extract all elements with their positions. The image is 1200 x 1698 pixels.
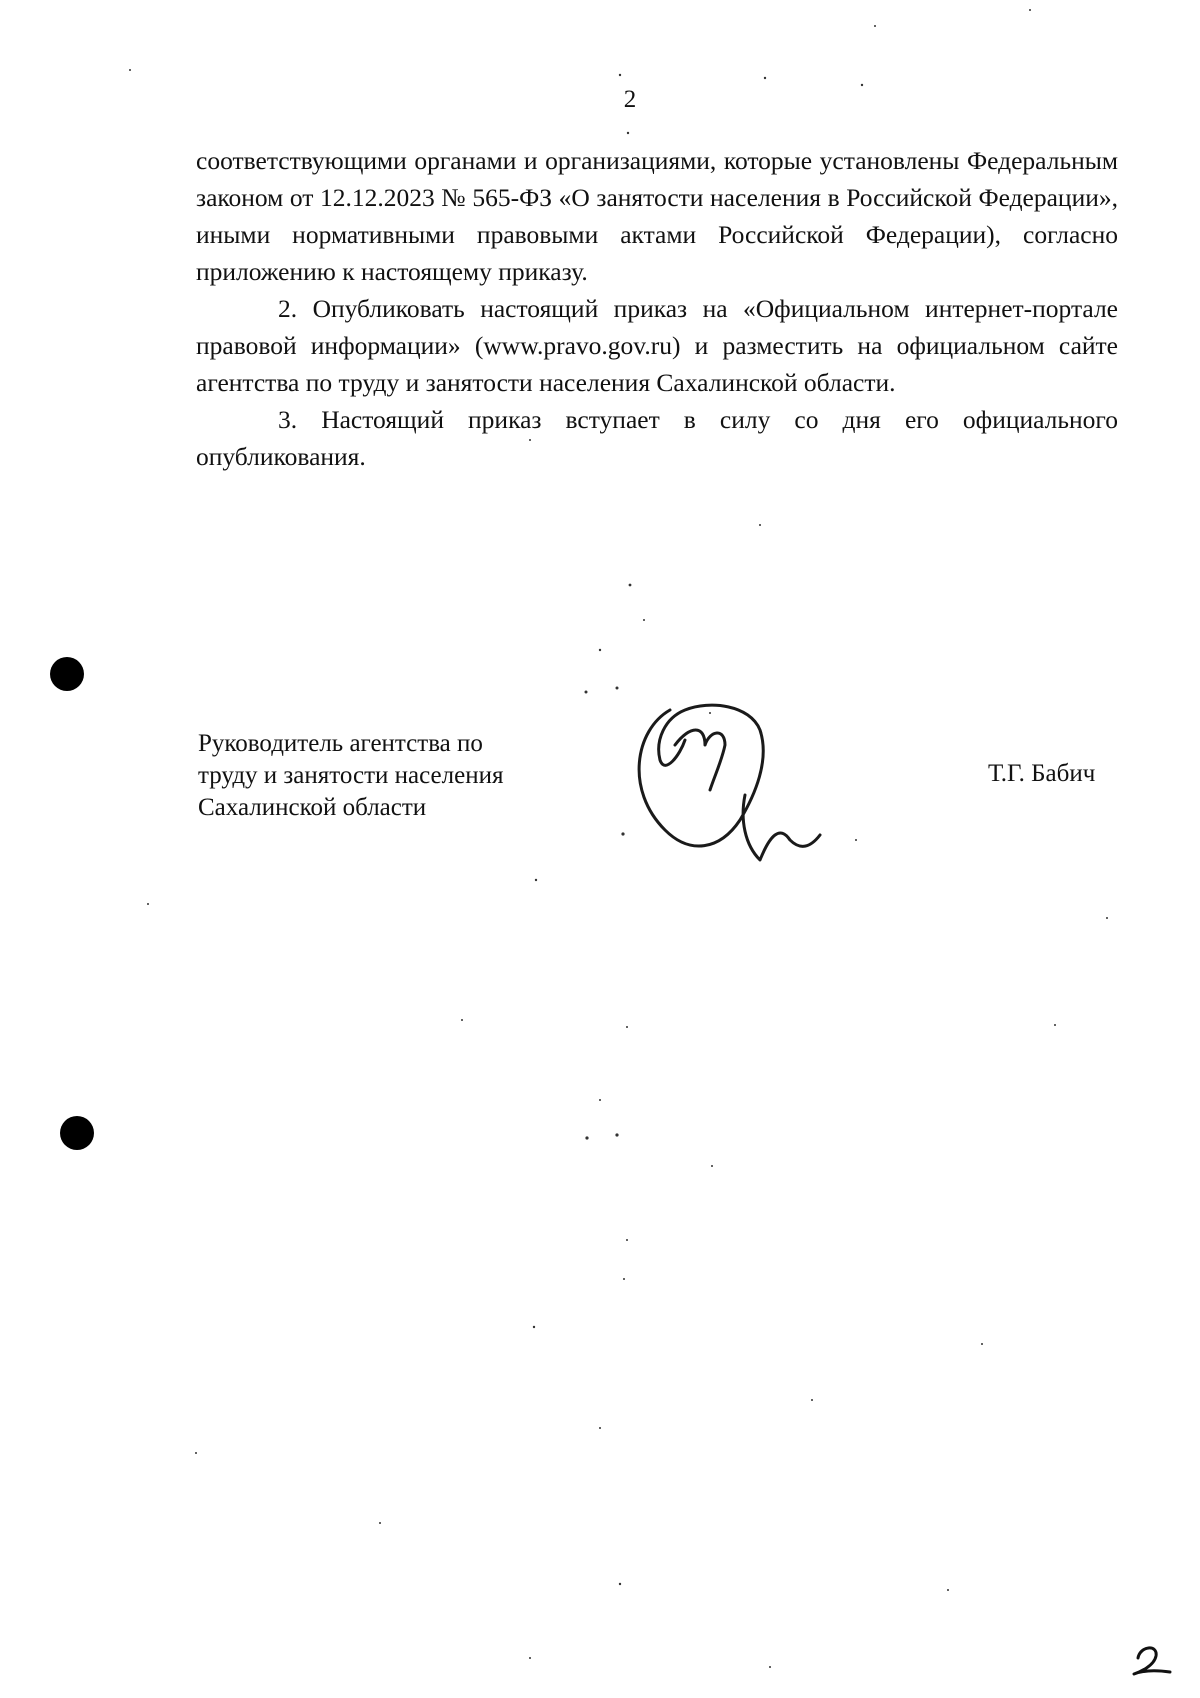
paragraph-publish: 2. Опубликовать настоящий приказ на «Официальном интернет-портале правовой информации» (www.pravo.gov.ru) и разместить на официальном сайте агентства по труду и занятости населения Сахалинской области. <box>196 294 1118 397</box>
signer-name: Т.Г. Бабич <box>988 760 1096 787</box>
page-number: 2 <box>623 86 637 113</box>
signer-title-line: труду и занятости населения <box>198 762 504 789</box>
paragraph-effective-date: 3. Настоящий приказ вступает в силу со дня его официального опубликования. <box>196 405 1118 471</box>
signer-title-line: Сахалинской области <box>198 794 427 821</box>
paragraph-continuation: соответствующими органами и организациями, которые установлены Федеральным законом от 12.12.2023 № 565-ФЗ «О занятости населения в Российской Федерации», иными нормативными правовыми актами Российской Федерации), согласно приложению к настоящему приказу. <box>196 146 1118 286</box>
signer-title-line: Руководитель агентства по <box>198 730 483 757</box>
